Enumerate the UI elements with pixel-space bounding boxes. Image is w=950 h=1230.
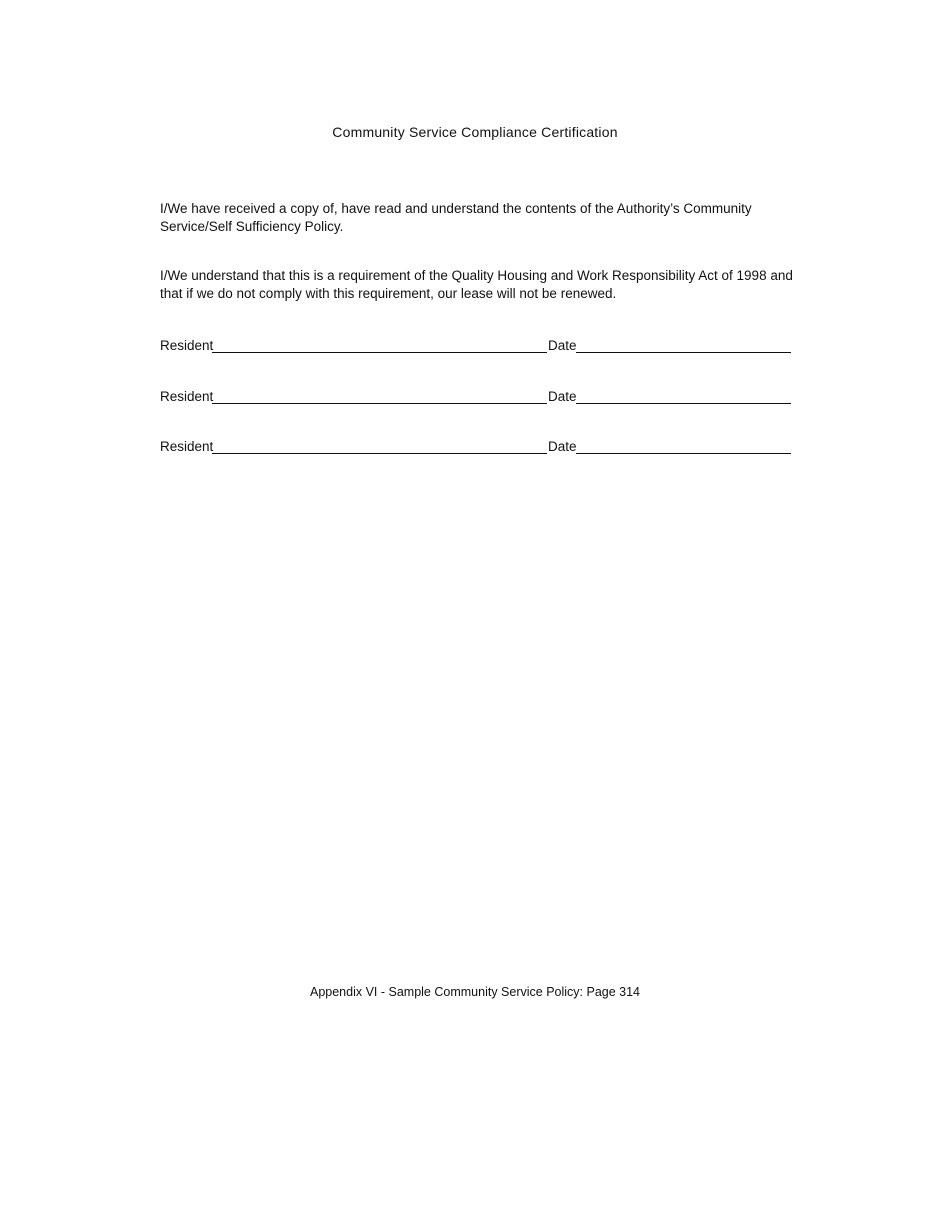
paragraph-requirement: I/We understand that this is a requirement of the Quality Housing and Work Responsibility Act of 1998 and that if we do not comply with this requirement, our lease will not be renewed. — [160, 268, 793, 301]
resident-signature-line[interactable] — [212, 453, 547, 454]
signature-row — [160, 436, 791, 456]
resident-label: Resident — [160, 338, 214, 353]
signature-row — [160, 386, 791, 406]
date-line[interactable] — [576, 453, 791, 454]
date-label: Date — [548, 338, 577, 353]
resident-label: Resident — [160, 389, 214, 404]
page-title: Community Service Compliance Certification — [332, 124, 618, 140]
resident-label: Resident — [160, 439, 214, 454]
resident-signature-line[interactable] — [212, 403, 547, 404]
page-footer: Appendix VI - Sample Community Service Policy: Page 314 — [309, 985, 641, 999]
paragraph-receipt: I/We have received a copy of, have read and understand the contents of the Authority’s Community Service/Self Sufficiency Policy. — [160, 201, 752, 234]
signature-row — [160, 335, 791, 355]
date-label: Date — [548, 389, 577, 404]
date-line[interactable] — [576, 403, 791, 404]
date-line[interactable] — [576, 352, 791, 353]
date-label: Date — [548, 439, 577, 454]
resident-signature-line[interactable] — [212, 352, 547, 353]
